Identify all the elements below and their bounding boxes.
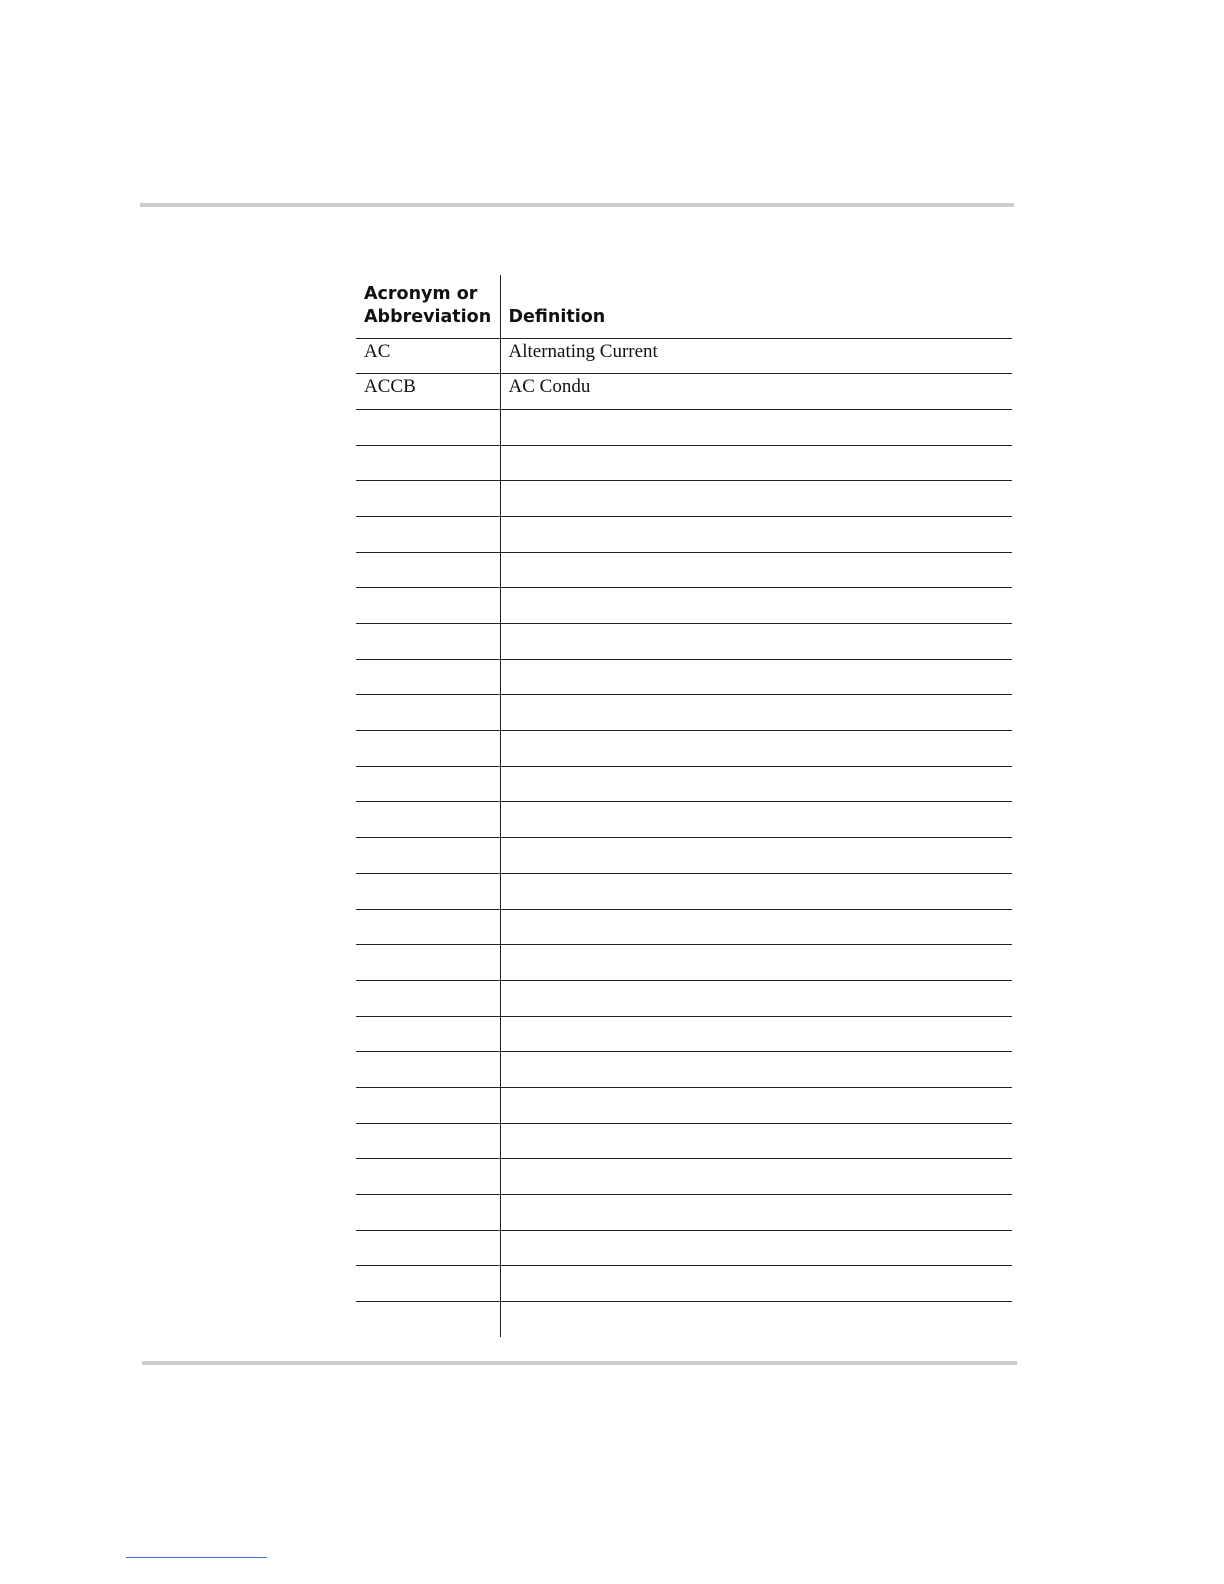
table-row <box>356 588 1012 624</box>
definition-cell <box>500 552 1012 588</box>
acronym-cell <box>356 695 500 731</box>
table-row <box>356 374 1012 410</box>
definition-cell <box>500 1230 1012 1266</box>
table-row <box>356 1302 1012 1338</box>
column-header-acronym <box>356 275 500 338</box>
table-row <box>356 659 1012 695</box>
column-header-definition: Definition <box>500 275 1012 338</box>
column-header-acronym-line2: Abbreviation <box>364 306 492 327</box>
definition-cell <box>500 1016 1012 1052</box>
definition-cell <box>500 481 1012 517</box>
table-row <box>356 1123 1012 1159</box>
table-row <box>356 1016 1012 1052</box>
footer-link-underline[interactable] <box>126 1557 267 1558</box>
table-row <box>356 1266 1012 1302</box>
table-row <box>356 445 1012 481</box>
definition-cell <box>500 1266 1012 1302</box>
definition-cell <box>500 695 1012 731</box>
table-row <box>356 1230 1012 1266</box>
definition-cell <box>500 1087 1012 1123</box>
definition-cell <box>500 1195 1012 1231</box>
acronym-cell <box>356 802 500 838</box>
definition-cell <box>500 1159 1012 1195</box>
acronym-cell <box>356 1052 500 1088</box>
acronym-cell <box>356 1266 500 1302</box>
table-row <box>356 945 1012 981</box>
table-row <box>356 766 1012 802</box>
acronym-cell <box>356 481 500 517</box>
table-row <box>356 1195 1012 1231</box>
table-row <box>356 481 1012 517</box>
acronym-cell <box>356 624 500 660</box>
table-row <box>356 1159 1012 1195</box>
acronym-cell <box>356 945 500 981</box>
table-row <box>356 552 1012 588</box>
acronym-cell <box>356 1195 500 1231</box>
definition-cell <box>500 766 1012 802</box>
definition-cell: Alternating Current <box>500 338 1012 374</box>
acronym-cell <box>356 1016 500 1052</box>
acronym-cell <box>356 1123 500 1159</box>
acronym-cell <box>356 516 500 552</box>
acronym-cell <box>356 588 500 624</box>
table-row <box>356 838 1012 874</box>
definition-cell <box>500 659 1012 695</box>
acronym-cell <box>356 659 500 695</box>
acronym-cell <box>356 731 500 767</box>
table-header-row <box>356 275 1012 338</box>
acronym-cell <box>356 980 500 1016</box>
table-row <box>356 516 1012 552</box>
acronym-table <box>356 275 1012 1337</box>
table-row <box>356 409 1012 445</box>
definition-cell <box>500 945 1012 981</box>
acronym-cell <box>356 1230 500 1266</box>
definition-cell <box>500 909 1012 945</box>
definition-cell <box>500 409 1012 445</box>
table-row <box>356 909 1012 945</box>
definition-cell <box>500 980 1012 1016</box>
column-header-acronym-line1: Acronym or <box>364 283 478 304</box>
definition-cell <box>500 731 1012 767</box>
definition-cell <box>500 624 1012 660</box>
table-body <box>356 338 1012 1337</box>
definition-cell <box>500 1123 1012 1159</box>
table-row <box>356 624 1012 660</box>
acronym-cell <box>356 552 500 588</box>
definition-cell <box>500 445 1012 481</box>
definition-cell <box>500 873 1012 909</box>
definition-cell <box>500 516 1012 552</box>
definition-cell <box>500 1052 1012 1088</box>
table-row <box>356 731 1012 767</box>
acronym-cell <box>356 909 500 945</box>
table-row <box>356 695 1012 731</box>
acronym-cell <box>356 409 500 445</box>
definition-cell <box>500 588 1012 624</box>
table-row <box>356 338 1012 374</box>
acronym-cell: AC <box>356 338 500 374</box>
acronym-cell <box>356 1159 500 1195</box>
definition-cell <box>500 838 1012 874</box>
acronym-cell <box>356 766 500 802</box>
definition-cell <box>500 802 1012 838</box>
acronym-cell <box>356 445 500 481</box>
definition-cell: AC Condu <box>500 374 1012 410</box>
table-row <box>356 1087 1012 1123</box>
acronym-cell <box>356 1302 500 1338</box>
acronym-cell <box>356 1087 500 1123</box>
acronym-cell: ACCB <box>356 374 500 410</box>
table-row <box>356 802 1012 838</box>
table-row <box>356 980 1012 1016</box>
table-row <box>356 873 1012 909</box>
footer-rule <box>142 1361 1017 1365</box>
acronym-cell <box>356 873 500 909</box>
acronym-cell <box>356 838 500 874</box>
definition-cell <box>500 1302 1012 1338</box>
table-row <box>356 1052 1012 1088</box>
header-rule <box>140 203 1014 207</box>
